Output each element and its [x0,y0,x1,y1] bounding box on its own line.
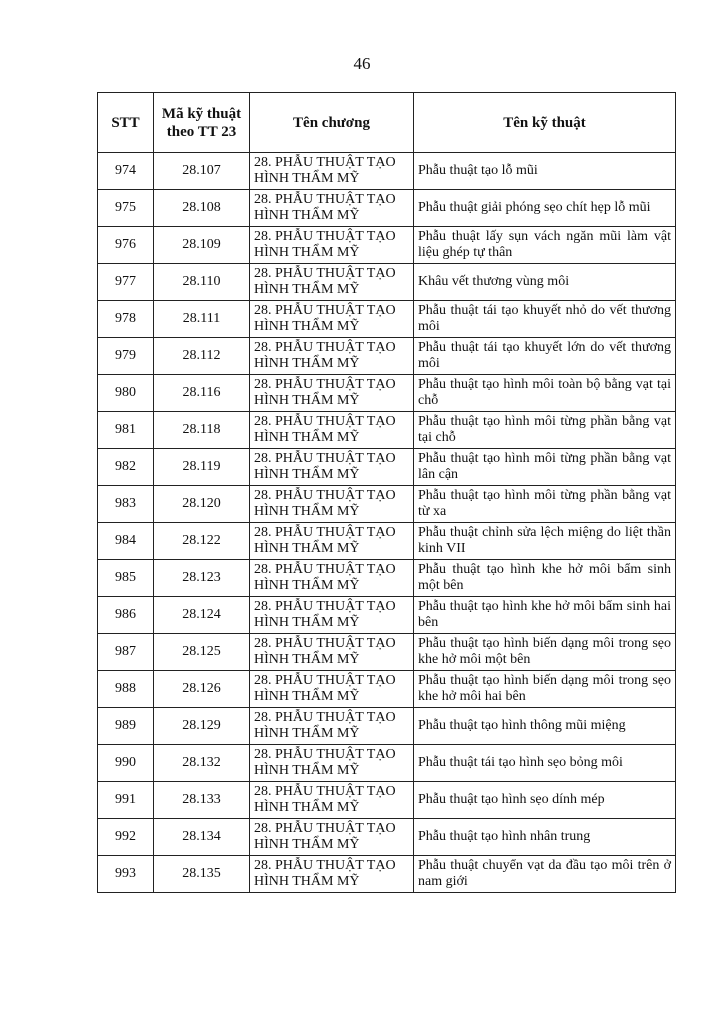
table-row [98,486,676,523]
row-code: 28.107 [154,153,250,190]
row-stt: 976 [98,227,154,264]
row-code: 28.126 [154,671,250,708]
row-chapter: 28. PHẪU THUẬT TẠO HÌNH THẨM MỸ [250,338,414,375]
table-row [98,708,676,745]
row-chapter: 28. PHẪU THUẬT TẠO HÌNH THẨM MỸ [250,782,414,819]
row-code: 28.111 [154,301,250,338]
table-row [98,412,676,449]
table-row [98,634,676,671]
table-row [98,671,676,708]
row-code: 28.134 [154,819,250,856]
table-row [98,745,676,782]
row-stt: 986 [98,597,154,634]
row-chapter: 28. PHẪU THUẬT TẠO HÌNH THẨM MỸ [250,486,414,523]
table-row [98,190,676,227]
row-stt: 975 [98,190,154,227]
row-code: 28.110 [154,264,250,301]
row-code: 28.135 [154,856,250,893]
table-row [98,227,676,264]
table-row [98,782,676,819]
row-stt: 979 [98,338,154,375]
row-technique: Phẫu thuật tạo hình sẹo dính mép [414,782,676,819]
row-chapter: 28. PHẪU THUẬT TẠO HÌNH THẨM MỸ [250,597,414,634]
row-stt: 984 [98,523,154,560]
row-technique: Phẫu thuật tạo hình môi từng phần bằng vạt tại chỗ [414,412,676,449]
row-code: 28.123 [154,560,250,597]
row-code: 28.119 [154,449,250,486]
row-code: 28.116 [154,375,250,412]
row-stt: 989 [98,708,154,745]
table-row [98,153,676,190]
row-stt: 977 [98,264,154,301]
row-stt: 980 [98,375,154,412]
row-technique: Phẫu thuật tạo hình thông mũi miệng [414,708,676,745]
row-technique: Phẫu thuật tạo lỗ mũi [414,153,676,190]
row-stt: 983 [98,486,154,523]
row-chapter: 28. PHẪU THUẬT TẠO HÌNH THẨM MỸ [250,745,414,782]
row-chapter: 28. PHẪU THUẬT TẠO HÌNH THẨM MỸ [250,412,414,449]
row-code: 28.129 [154,708,250,745]
row-technique: Phẫu thuật tạo hình nhân trung [414,819,676,856]
row-technique: Phẫu thuật lấy sụn vách ngăn mũi làm vật liệu ghép tự thân [414,227,676,264]
row-stt: 992 [98,819,154,856]
row-technique: Phẫu thuật tạo hình khe hở môi bẩm sinh một bên [414,560,676,597]
row-technique: Phẫu thuật chỉnh sửa lệch miệng do liệt thần kinh VII [414,523,676,560]
row-technique: Phẫu thuật tái tạo khuyết nhỏ do vết thương môi [414,301,676,338]
row-chapter: 28. PHẪU THUẬT TẠO HÌNH THẨM MỸ [250,264,414,301]
page-number: 46 [353,54,371,73]
row-code: 28.120 [154,486,250,523]
row-stt: 991 [98,782,154,819]
table-row [98,449,676,486]
row-code: 28.122 [154,523,250,560]
row-chapter: 28. PHẪU THUẬT TẠO HÌNH THẨM MỸ [250,449,414,486]
row-technique: Phẫu thuật tạo hình môi từng phần bằng vạt từ xa [414,486,676,523]
row-technique: Phẫu thuật tạo hình khe hở môi bẩm sinh hai bên [414,597,676,634]
row-chapter: 28. PHẪU THUẬT TẠO HÌNH THẨM MỸ [250,819,414,856]
row-technique: Phẫu thuật chuyển vạt da đầu tạo môi trên ở nam giới [414,856,676,893]
row-code: 28.109 [154,227,250,264]
procedures-table [97,92,676,893]
table-row [98,560,676,597]
row-chapter: 28. PHẪU THUẬT TẠO HÌNH THẨM MỸ [250,671,414,708]
row-code: 28.108 [154,190,250,227]
row-stt: 974 [98,153,154,190]
row-stt: 987 [98,634,154,671]
row-technique: Phẫu thuật tạo hình biến dạng môi trong sẹo khe hở môi hai bên [414,671,676,708]
row-chapter: 28. PHẪU THUẬT TẠO HÌNH THẨM MỸ [250,634,414,671]
table-row [98,597,676,634]
table-row [98,819,676,856]
row-code: 28.132 [154,745,250,782]
row-code: 28.124 [154,597,250,634]
row-stt: 981 [98,412,154,449]
row-chapter: 28. PHẪU THUẬT TẠO HÌNH THẨM MỸ [250,523,414,560]
row-technique: Phẫu thuật tạo hình biến dạng môi trong sẹo khe hở môi một bên [414,634,676,671]
table-row [98,338,676,375]
row-chapter: 28. PHẪU THUẬT TẠO HÌNH THẨM MỸ [250,153,414,190]
table-row [98,856,676,893]
table-header [98,93,676,153]
row-chapter: 28. PHẪU THUẬT TẠO HÌNH THẨM MỸ [250,560,414,597]
row-stt: 988 [98,671,154,708]
header-stt: STT [98,93,154,153]
row-code: 28.133 [154,782,250,819]
row-code: 28.118 [154,412,250,449]
row-technique: Phẫu thuật tạo hình môi từng phần bằng vạt lân cận [414,449,676,486]
row-technique: Phẫu thuật tạo hình môi toàn bộ bằng vạt tại chỗ [414,375,676,412]
row-technique: Phẫu thuật giải phóng sẹo chít hẹp lỗ mũi [414,190,676,227]
row-code: 28.112 [154,338,250,375]
row-stt: 978 [98,301,154,338]
table-row [98,523,676,560]
row-stt: 993 [98,856,154,893]
row-chapter: 28. PHẪU THUẬT TẠO HÌNH THẨM MỸ [250,708,414,745]
row-chapter: 28. PHẪU THUẬT TẠO HÌNH THẨM MỸ [250,301,414,338]
table-body [98,153,676,893]
row-technique: Phẫu thuật tái tạo hình sẹo bỏng môi [414,745,676,782]
row-stt: 982 [98,449,154,486]
table-row [98,301,676,338]
row-stt: 990 [98,745,154,782]
table-row [98,264,676,301]
row-technique: Phẫu thuật tái tạo khuyết lớn do vết thương môi [414,338,676,375]
header-chapter: Tên chương [250,93,414,153]
table-row [98,375,676,412]
row-chapter: 28. PHẪU THUẬT TẠO HÌNH THẨM MỸ [250,227,414,264]
row-code: 28.125 [154,634,250,671]
row-technique: Khâu vết thương vùng môi [414,264,676,301]
header-code: Mã kỹ thuật theo TT 23 [154,93,250,153]
row-stt: 985 [98,560,154,597]
row-chapter: 28. PHẪU THUẬT TẠO HÌNH THẨM MỸ [250,190,414,227]
row-chapter: 28. PHẪU THUẬT TẠO HÌNH THẨM MỸ [250,856,414,893]
row-chapter: 28. PHẪU THUẬT TẠO HÌNH THẨM MỸ [250,375,414,412]
header-technique: Tên kỹ thuật [414,93,676,153]
